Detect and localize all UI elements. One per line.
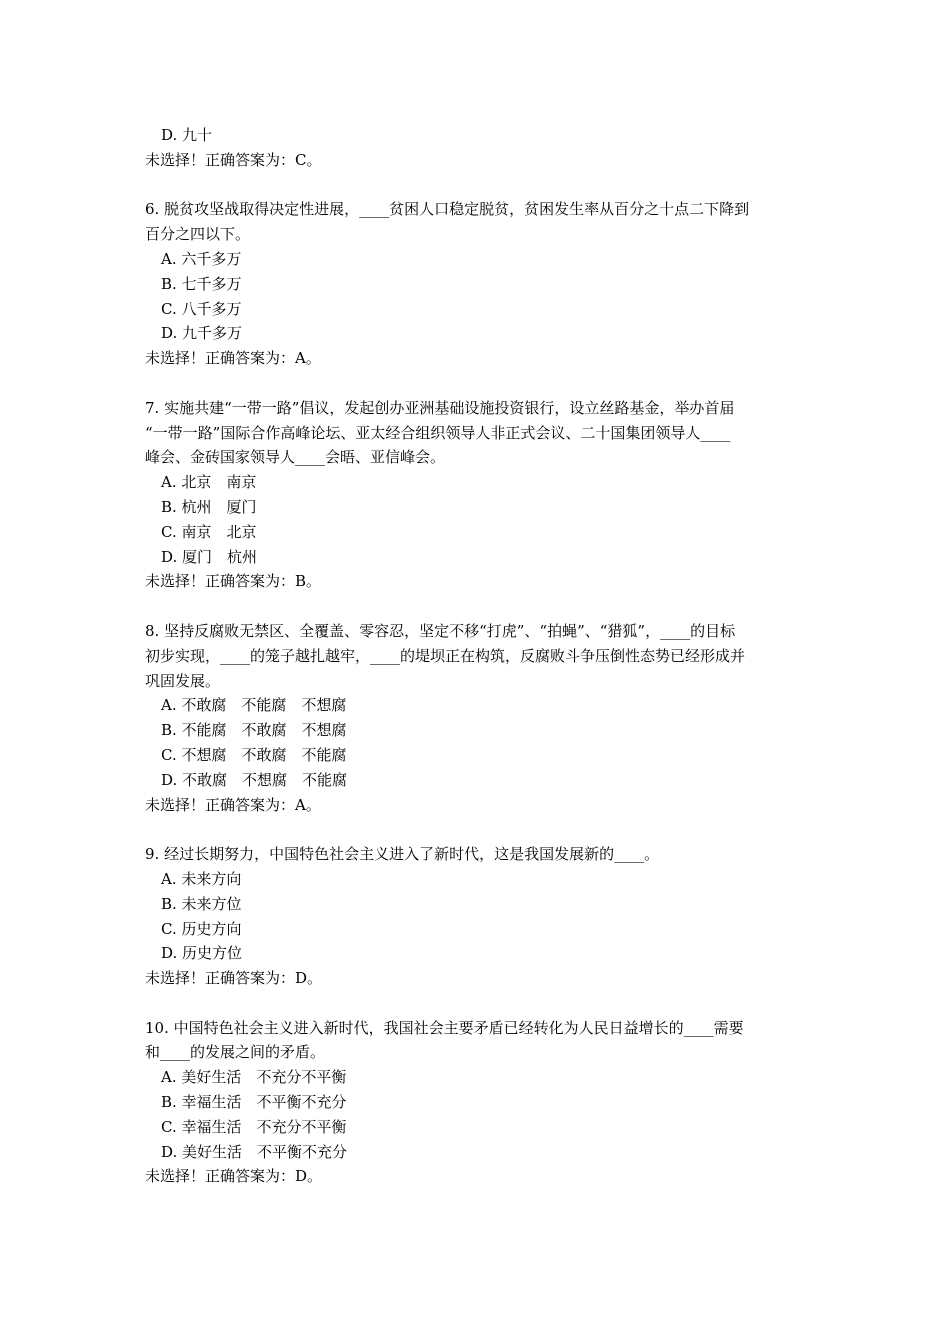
- question-stem-line: 6. 脱贫攻坚战取得决定性进展，____贫困人口稳定脱贫，贫困发生率从百分之十点二下降到: [145, 200, 750, 219]
- question-6: [145, 197, 810, 371]
- option-d: D. 九千多万: [161, 324, 243, 343]
- option-b: B. 不能腐 不敢腐 不想腐: [161, 721, 347, 740]
- question-stem-line: 9. 经过长期努力，中国特色社会主义进入了新时代，这是我国发展新的____。: [145, 845, 660, 864]
- answer-line: 未选择！正确答案为：A。: [145, 349, 321, 368]
- question-stem-line: 初步实现，____的笼子越扎越牢，____的堤坝正在构筑，反腐败斗争压倒性态势已经形成并: [145, 646, 746, 665]
- option-c: C. 不想腐 不敢腐 不能腐: [161, 745, 347, 764]
- option-a: A. 未来方向: [161, 869, 242, 888]
- answer-line: 未选择！正确答案为：D。: [145, 1167, 323, 1186]
- question-8: [145, 619, 810, 817]
- question-stem-line: 和____的发展之间的矛盾。: [145, 1043, 326, 1062]
- option-d: D. 九十: [161, 126, 213, 144]
- option-c: C. 幸福生活 不充分不平衡: [161, 1117, 347, 1136]
- answer-line: 未选择！正确答案为：A。: [145, 795, 321, 814]
- option-d: D. 不敢腐 不想腐 不能腐: [161, 770, 348, 789]
- option-d: D. 历史方位: [161, 944, 243, 963]
- option-d: D. 美好生活 不平衡不充分: [161, 1142, 348, 1161]
- question-9: [145, 842, 810, 991]
- answer-line: 未选择！正确答案为：C。: [145, 150, 322, 169]
- question-stem-line: 巩固发展。: [145, 671, 221, 690]
- option-b: B. 未来方位: [161, 894, 242, 913]
- question-10: [145, 1016, 810, 1190]
- option-c: C. 南京 北京: [161, 522, 257, 541]
- quiz-document: [145, 123, 810, 1214]
- question-7: [145, 396, 810, 594]
- option-c: C. 历史方向: [161, 919, 242, 938]
- option-a: A. 美好生活 不充分不平衡: [161, 1068, 347, 1087]
- option-b: B. 七千多万: [161, 274, 242, 293]
- option-a: A. 不敢腐 不能腐 不想腐: [161, 696, 347, 715]
- option-b: B. 杭州 厦门: [161, 497, 257, 516]
- option-b: B. 幸福生活 不平衡不充分: [161, 1093, 347, 1112]
- option-a: A. 北京 南京: [161, 473, 257, 492]
- question-stem-line: 10. 中国特色社会主义进入新时代，我国社会主要矛盾已经转化为人民日益增长的____需要: [145, 1018, 744, 1037]
- question-stem-line: “一带一路”国际合作高峰论坛、亚太经合组织领导人非正式会议、二十国集团领导人____: [145, 423, 731, 442]
- option-a: A. 六千多万: [161, 249, 242, 268]
- option-d: D. 厦门 杭州: [161, 547, 258, 566]
- question-stem-line: 峰会、金砖国家领导人____会晤、亚信峰会。: [145, 448, 446, 467]
- question-stem-line: 百分之四以下。: [145, 225, 251, 244]
- question-stem-line: 7. 实施共建“一带一路”倡议，发起创办亚洲基础设施投资银行，设立丝路基金，举办首届: [145, 398, 735, 417]
- question-stem-line: 8. 坚持反腐败无禁区、全覆盖、零容忍，坚定不移“打虎”、“拍蝇”、“猎狐”，____的目标: [145, 621, 736, 640]
- question-5-tail: [145, 123, 810, 173]
- option-c: C. 八千多万: [161, 299, 242, 318]
- answer-line: 未选择！正确答案为：B。: [145, 572, 322, 591]
- answer-line: 未选择！正确答案为：D。: [145, 969, 323, 988]
